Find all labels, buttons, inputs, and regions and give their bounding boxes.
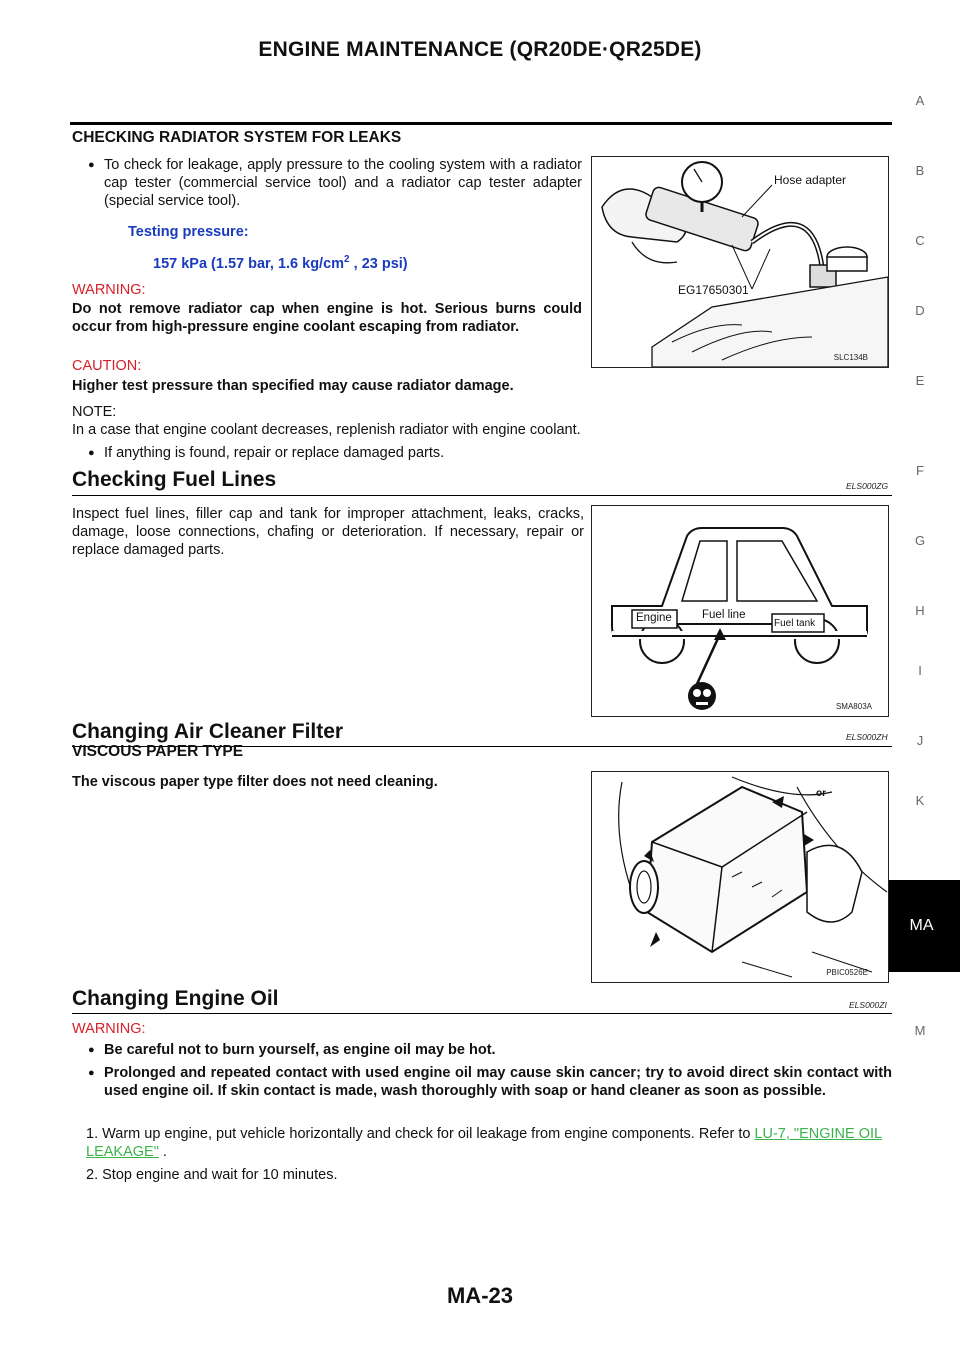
engine-oil-warning-bullet-2: ● Prolonged and repeated contact with used engine oil may cause skin cancer; try to avoid direct skin contact with used engine oil. If skin contact is made, wash thoroughly with soap or hand cleaner as soon as possible. xyxy=(104,1064,892,1100)
testing-pressure-value-main: 157 kPa (1.57 bar, 1.6 kg/cm xyxy=(153,255,345,272)
radiator-figure-code: SLC134B xyxy=(833,353,868,362)
engine-oil-rule xyxy=(72,1013,892,1014)
fuel-line-label: Fuel line xyxy=(702,609,746,621)
air-cleaner-illustration xyxy=(592,772,888,982)
engine-oil-code: ELS000ZI xyxy=(849,1000,887,1010)
side-index-e[interactable]: E xyxy=(915,373,925,388)
fuel-figure-code: SMA803A xyxy=(835,702,872,711)
engine-oil-step-1-end: . xyxy=(158,1144,167,1160)
fuel-lines-figure xyxy=(591,505,889,717)
header-rule xyxy=(70,122,892,125)
air-cleaner-heading: Changing Air Cleaner Filter xyxy=(72,720,344,743)
engine-oil-warning-label: WARNING: xyxy=(72,1021,146,1037)
radiator-warning-text: Do not remove radiator cap when engine is hot. Serious burns could occur from high-pressure engine coolant escaping from radiator. xyxy=(72,301,582,335)
testing-pressure-sup: 2 xyxy=(344,254,350,265)
hose-adapter-label: Hose adapter xyxy=(774,173,847,187)
fuel-lines-code: ELS000ZG xyxy=(846,481,889,491)
air-cleaner-code: ELS000ZH xyxy=(846,732,888,742)
testing-pressure-label: Testing pressure: xyxy=(128,224,249,240)
radiator-note-label: NOTE: xyxy=(72,404,117,420)
page-number: MA-23 xyxy=(446,1283,513,1308)
radiator-cap-tester-illustration xyxy=(592,157,888,367)
engine-oil-leakage-link[interactable]: LU-7, "ENGINE OIL LEAKAGE" xyxy=(86,1126,883,1160)
radiator-note-text: In a case that engine coolant decreases, replenish radiator with engine coolant. xyxy=(72,422,581,438)
radiator-caution-label: CAUTION: xyxy=(72,358,142,374)
side-index-j[interactable]: J xyxy=(916,733,924,748)
air-cleaner-figure-code: PBIC0526E xyxy=(826,968,868,977)
radiator-bullet-2: ● If anything is found, repair or replace damaged parts. xyxy=(104,444,444,462)
radiator-heading: CHECKING RADIATOR SYSTEM FOR LEAKS xyxy=(72,129,402,146)
radiator-warning-label: WARNING: xyxy=(72,282,146,298)
side-index-h[interactable]: H xyxy=(915,603,925,618)
radiator-bullet-1: ● To check for leakage, apply pressure to the cooling system with a radiator cap tester (commercial service tool) and a radiator cap tester adapter (special service tool). xyxy=(104,156,582,210)
fuel-lines-rule xyxy=(72,495,892,496)
side-index-m[interactable]: M xyxy=(914,1023,926,1038)
side-index-c[interactable]: C xyxy=(915,233,925,248)
testing-pressure-value xyxy=(153,254,408,272)
engine-label: Engine xyxy=(636,612,672,624)
fuel-lines-text: Inspect fuel lines, filler cap and tank for improper attachment, leaks, cracks, damage, loose connections, chafing or deterioration. If necessary, repair or replace damaged parts. xyxy=(72,506,584,558)
engine-oil-heading: Changing Engine Oil xyxy=(72,987,279,1010)
or-label: or xyxy=(816,788,826,799)
tool-number-label: EG17650301 xyxy=(678,283,749,297)
side-index-f[interactable]: F xyxy=(916,463,924,478)
testing-pressure-value-end: , 23 psi) xyxy=(349,255,408,272)
side-index-b[interactable]: B xyxy=(915,163,925,178)
side-index-k[interactable]: K xyxy=(915,793,925,808)
side-index-g[interactable]: G xyxy=(914,533,926,548)
air-cleaner-figure xyxy=(591,771,889,983)
engine-oil-step-1-text: 1. Warm up engine, put vehicle horizontally and check for oil leakage from engine components. Refer to xyxy=(86,1126,755,1142)
viscous-paper-type-heading: VISCOUS PAPER TYPE xyxy=(72,743,244,760)
side-index-d[interactable]: D xyxy=(915,303,925,318)
side-index-i[interactable]: I xyxy=(918,663,922,678)
page-header-title: ENGINE MAINTENANCE (QR20DE·QR25DE) xyxy=(258,38,702,61)
fuel-tank-label: Fuel tank xyxy=(774,618,816,629)
radiator-caution-text: Higher test pressure than specified may cause radiator damage. xyxy=(72,378,514,394)
engine-oil-step-2: 2. Stop engine and wait for 10 minutes. xyxy=(86,1167,338,1183)
side-index-ma-active[interactable]: MA xyxy=(883,880,960,972)
engine-oil-step-1 xyxy=(86,1125,892,1161)
air-cleaner-text: The viscous paper type filter does not need cleaning. xyxy=(72,774,438,790)
engine-oil-warning-bullet-1: ● Be careful not to burn yourself, as engine oil may be hot. xyxy=(104,1041,496,1059)
radiator-cap-tester-figure xyxy=(591,156,889,368)
side-index-a[interactable]: A xyxy=(915,93,925,108)
fuel-lines-heading: Checking Fuel Lines xyxy=(72,468,277,491)
